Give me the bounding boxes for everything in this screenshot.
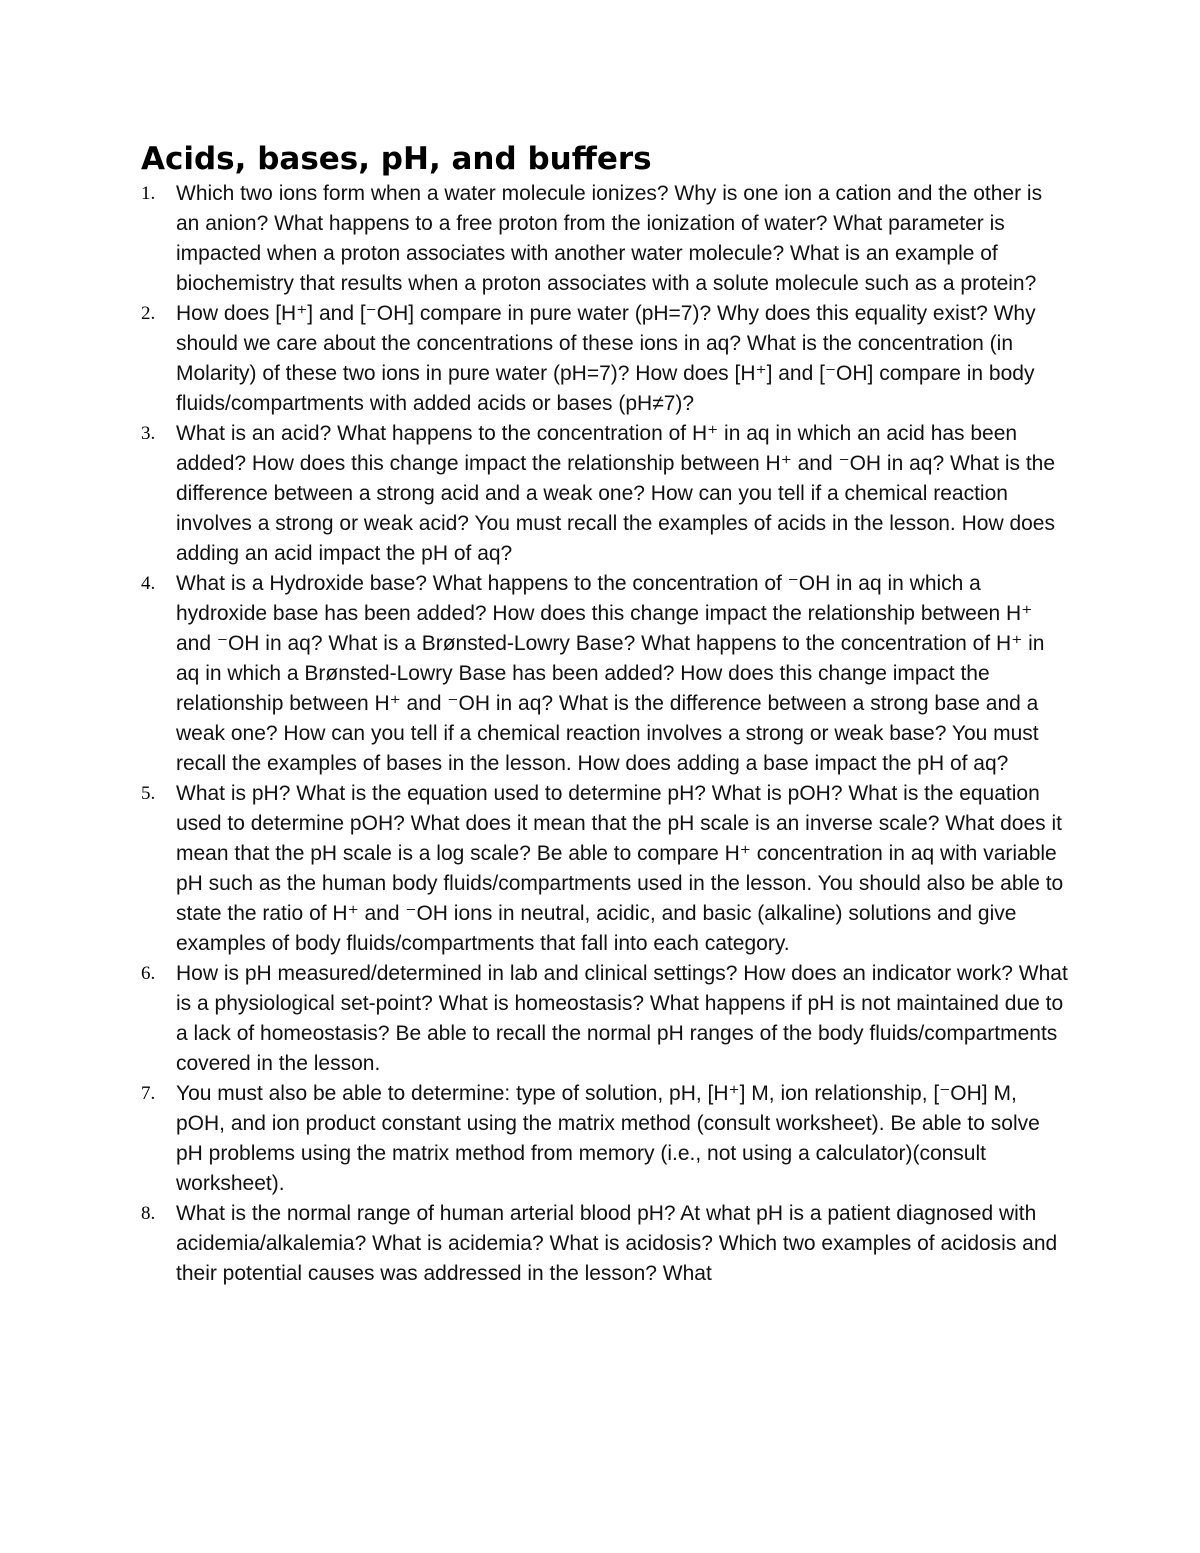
document-title: Acids, bases, pH, and buffers (141, 141, 652, 177)
list-item (141, 959, 1071, 1079)
question-number: 4. (141, 573, 156, 594)
question-number: 3. (141, 423, 156, 444)
list-item (141, 419, 1071, 569)
list-item (141, 179, 1071, 299)
question-text: What is a Hydroxide base? What happens to the concentration of ⁻OH in aq in which a hydroxide base has been added? How does this change impact the relationship between H⁺ and ⁻OH in aq? What is a Brønsted-Lowry Base? What happens to the concentration of H⁺ in aq in which a Brønsted-Lowry Base has been added? How does this change impact the relationship between H⁺ and ⁻OH in aq? What is the difference between a strong base and a weak one? How can you tell if a chemical reaction involves a strong or weak base? You must recall the examples of bases in the lesson. How does adding a base impact the pH of aq? (176, 572, 1045, 775)
list-item (141, 1079, 1071, 1199)
question-text: What is pH? What is the equation used to determine pH? What is pOH? What is the equation used to determine pOH? What does it mean that the pH scale is an inverse scale? What does it mean that the pH scale is a log scale? Be able to compare H⁺ concentration in aq with variable pH such as the human body fluids/compartments used in the lesson. You should also be able to state the ratio of H⁺ and ⁻OH ions in neutral, acidic, and basic (alkaline) solutions and give examples of body fluids/compartments that fall into each category. (176, 782, 1064, 955)
list-item (141, 569, 1071, 779)
question-text: How does [H⁺] and [⁻OH] compare in pure water (pH=7)? Why does this equality exist? Why should we care about the concentrations of these ions in aq? What is the concentration (in Molarity) of these two ions in pure water (pH=7)? How does [H⁺] and [⁻OH] compare in body fluids/compartments with added acids or bases (pH≠7)? (176, 302, 1036, 415)
question-number: 6. (141, 963, 156, 984)
question-text: What is an acid? What happens to the concentration of H⁺ in aq in which an acid has been added? How does this change impact the relationship between H⁺ and ⁻OH in aq? What is the difference between a strong acid and a weak one? How can you tell if a chemical reaction involves a strong or weak acid? You must recall the examples of acids in the lesson. How does adding an acid impact the pH of aq? (176, 422, 1056, 565)
list-item (141, 779, 1071, 959)
question-number: 2. (141, 303, 156, 324)
question-number: 1. (141, 183, 156, 204)
question-text: Which two ions form when a water molecule ionizes? Why is one ion a cation and the other is an anion? What happens to a free proton from the ionization of water? What parameter is impacted when a proton associates with another water molecule? What is an example of biochemistry that results when a proton associates with a solute molecule such as a protein? (176, 182, 1043, 295)
question-number: 7. (141, 1083, 156, 1104)
list-item (141, 299, 1071, 419)
question-text: What is the normal range of human arterial blood pH? At what pH is a patient diagnosed with acidemia/alkalemia? What is acidemia? What is acidosis? Which two examples of acidosis and their potential causes was addressed in the lesson? What (176, 1202, 1058, 1285)
question-text: You must also be able to determine: type of solution, pH, [H⁺] M, ion relationship, [⁻OH] M, pOH, and ion product constant using the matrix method (consult worksheet). Be able to solve pH problems using the matrix method from memory (i.e., not using a calculator)(consult worksheet). (176, 1082, 1040, 1195)
question-number: 8. (141, 1203, 156, 1224)
question-list (141, 179, 1071, 1289)
question-number: 5. (141, 783, 156, 804)
list-item (141, 1199, 1071, 1289)
question-text: How is pH measured/determined in lab and clinical settings? How does an indicator work? What is a physiological set-point? What is homeostasis? What happens if pH is not maintained due to a lack of homeostasis? Be able to recall the normal pH ranges of the body fluids/compartments covered in the lesson. (176, 962, 1068, 1075)
